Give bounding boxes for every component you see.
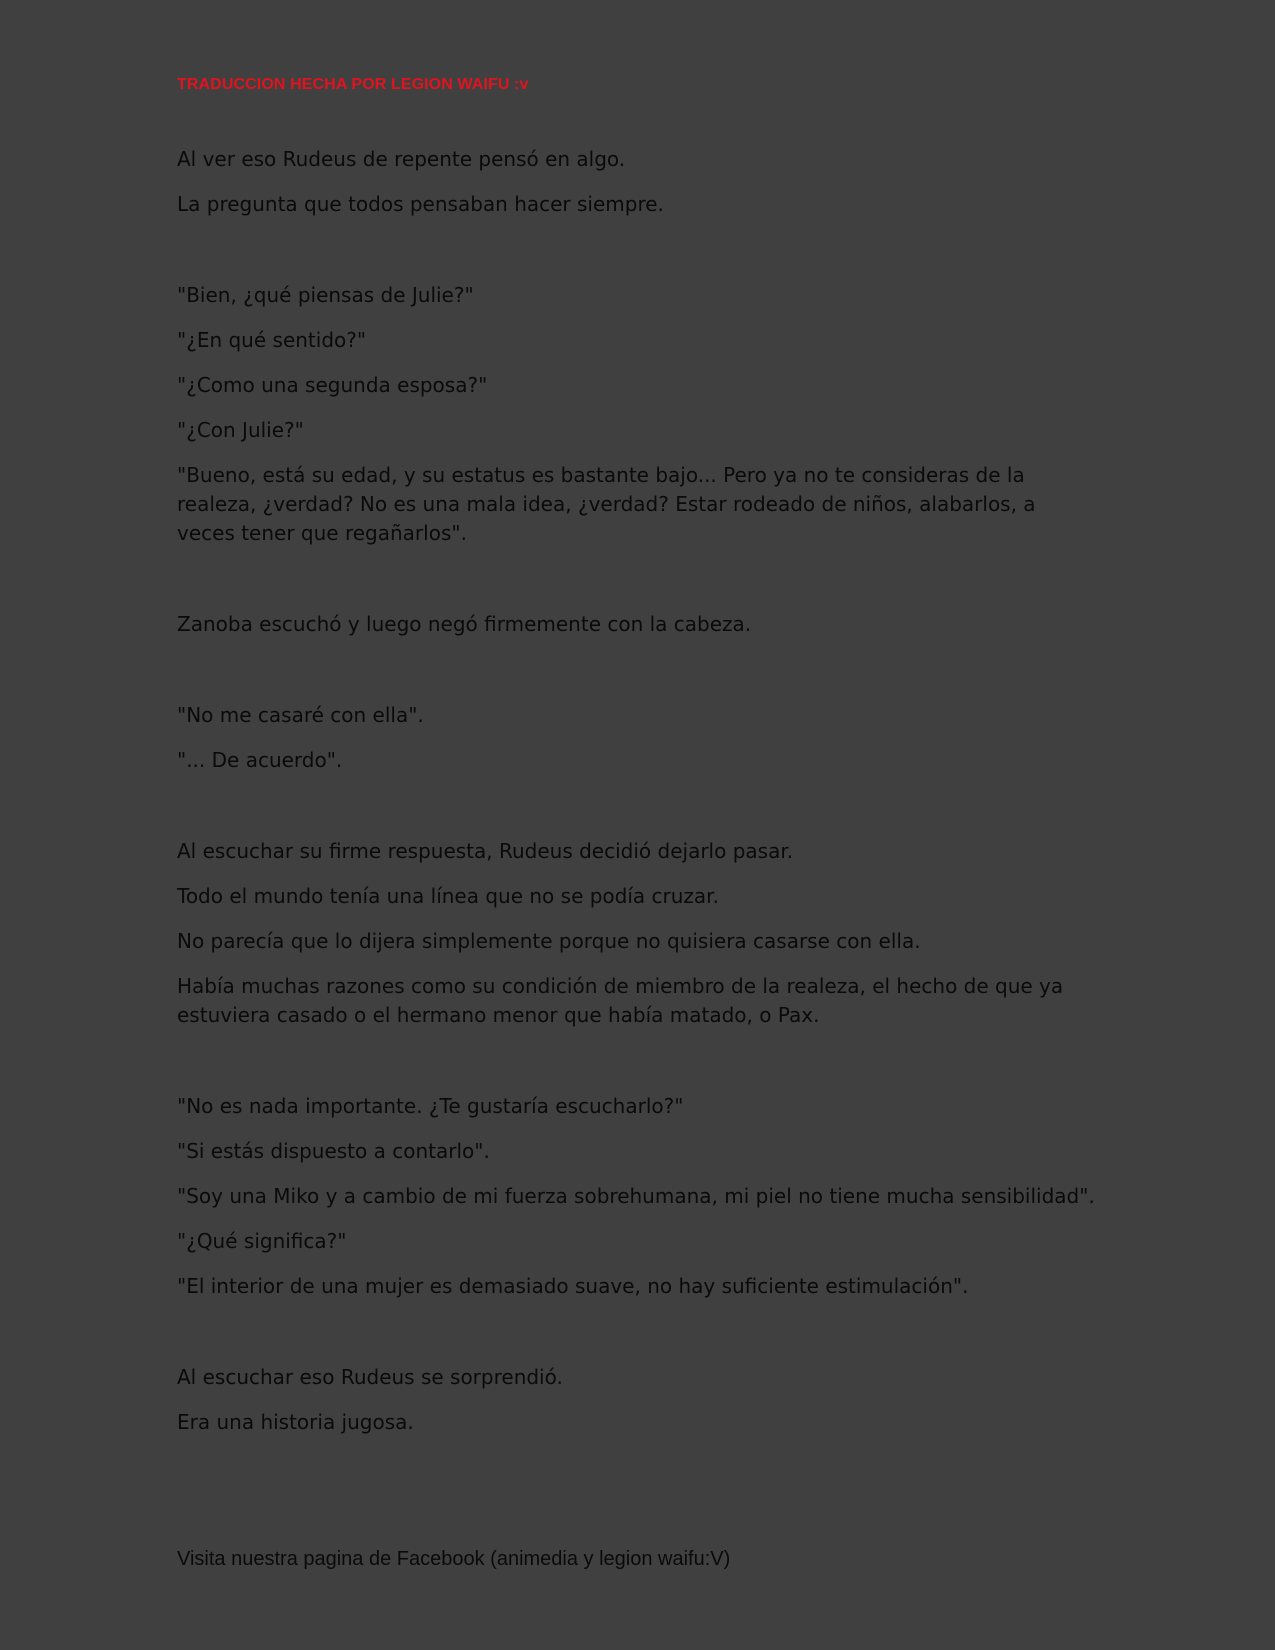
paragraph-spacer (177, 1317, 1097, 1363)
paragraph-spacer (177, 235, 1097, 281)
paragraph: Al escuchar su firme respuesta, Rudeus decidió dejarlo pasar. (177, 839, 794, 863)
paragraph: Al escuchar eso Rudeus se sorprendió. (177, 1365, 563, 1389)
paragraph: "... De acuerdo". (177, 748, 343, 772)
paragraph: "¿Qué significa?" (177, 1229, 347, 1253)
paragraph: "Si estás dispuesto a contarlo". (177, 1139, 490, 1163)
paragraph: "No es nada importante. ¿Te gustaría escucharlo?" (177, 1094, 684, 1118)
paragraph: No parecía que lo dijera simplemente porque no quisiera casarse con ella. (177, 929, 921, 953)
facebook-page-footer: Visita nuestra pagina de Facebook (animedia y legion waifu:V) (177, 1548, 731, 1570)
paragraph: Todo el mundo tenía una línea que no se podía cruzar. (177, 884, 719, 908)
paragraph: "¿Con Julie?" (177, 418, 304, 442)
paragraph: Al ver eso Rudeus de repente pensó en algo. (177, 147, 626, 171)
paragraph: "¿En qué sentido?" (177, 328, 367, 352)
paragraph: "El interior de una mujer es demasiado suave, no hay suficiente estimulación". (177, 1274, 969, 1298)
paragraph: Zanoba escuchó y luego negó firmemente con la cabeza. (177, 612, 752, 636)
paragraph-spacer (177, 791, 1097, 837)
paragraph: Era una historia jugosa. (177, 1410, 414, 1434)
paragraph: La pregunta que todos pensaban hacer siempre. (177, 192, 664, 216)
story-body (177, 145, 1097, 1453)
paragraph: "Bueno, está su edad, y su estatus es bastante bajo... Pero ya no te consideras de la realeza, ¿verdad? No es una mala idea, ¿verdad? Estar rodeado de niños, alabarlos, a veces tener que regañarlos". (177, 463, 1036, 545)
paragraph: "Soy una Miko y a cambio de mi fuerza sobrehumana, mi piel no tiene mucha sensibilidad". (177, 1184, 1095, 1208)
paragraph: Había muchas razones como su condición de miembro de la realeza, el hecho de que ya estuviera casado o el hermano menor que había matado, o Pax. (177, 974, 1064, 1027)
paragraph: "¿Como una segunda esposa?" (177, 373, 488, 397)
paragraph-spacer (177, 564, 1097, 610)
paragraph: "Bien, ¿qué piensas de Julie?" (177, 283, 474, 307)
paragraph: "No me casaré con ella". (177, 703, 424, 727)
paragraph-spacer (177, 655, 1097, 701)
translation-credit-header: TRADUCCION HECHA POR LEGION WAIFU :v (177, 76, 529, 93)
paragraph-spacer (177, 1046, 1097, 1092)
